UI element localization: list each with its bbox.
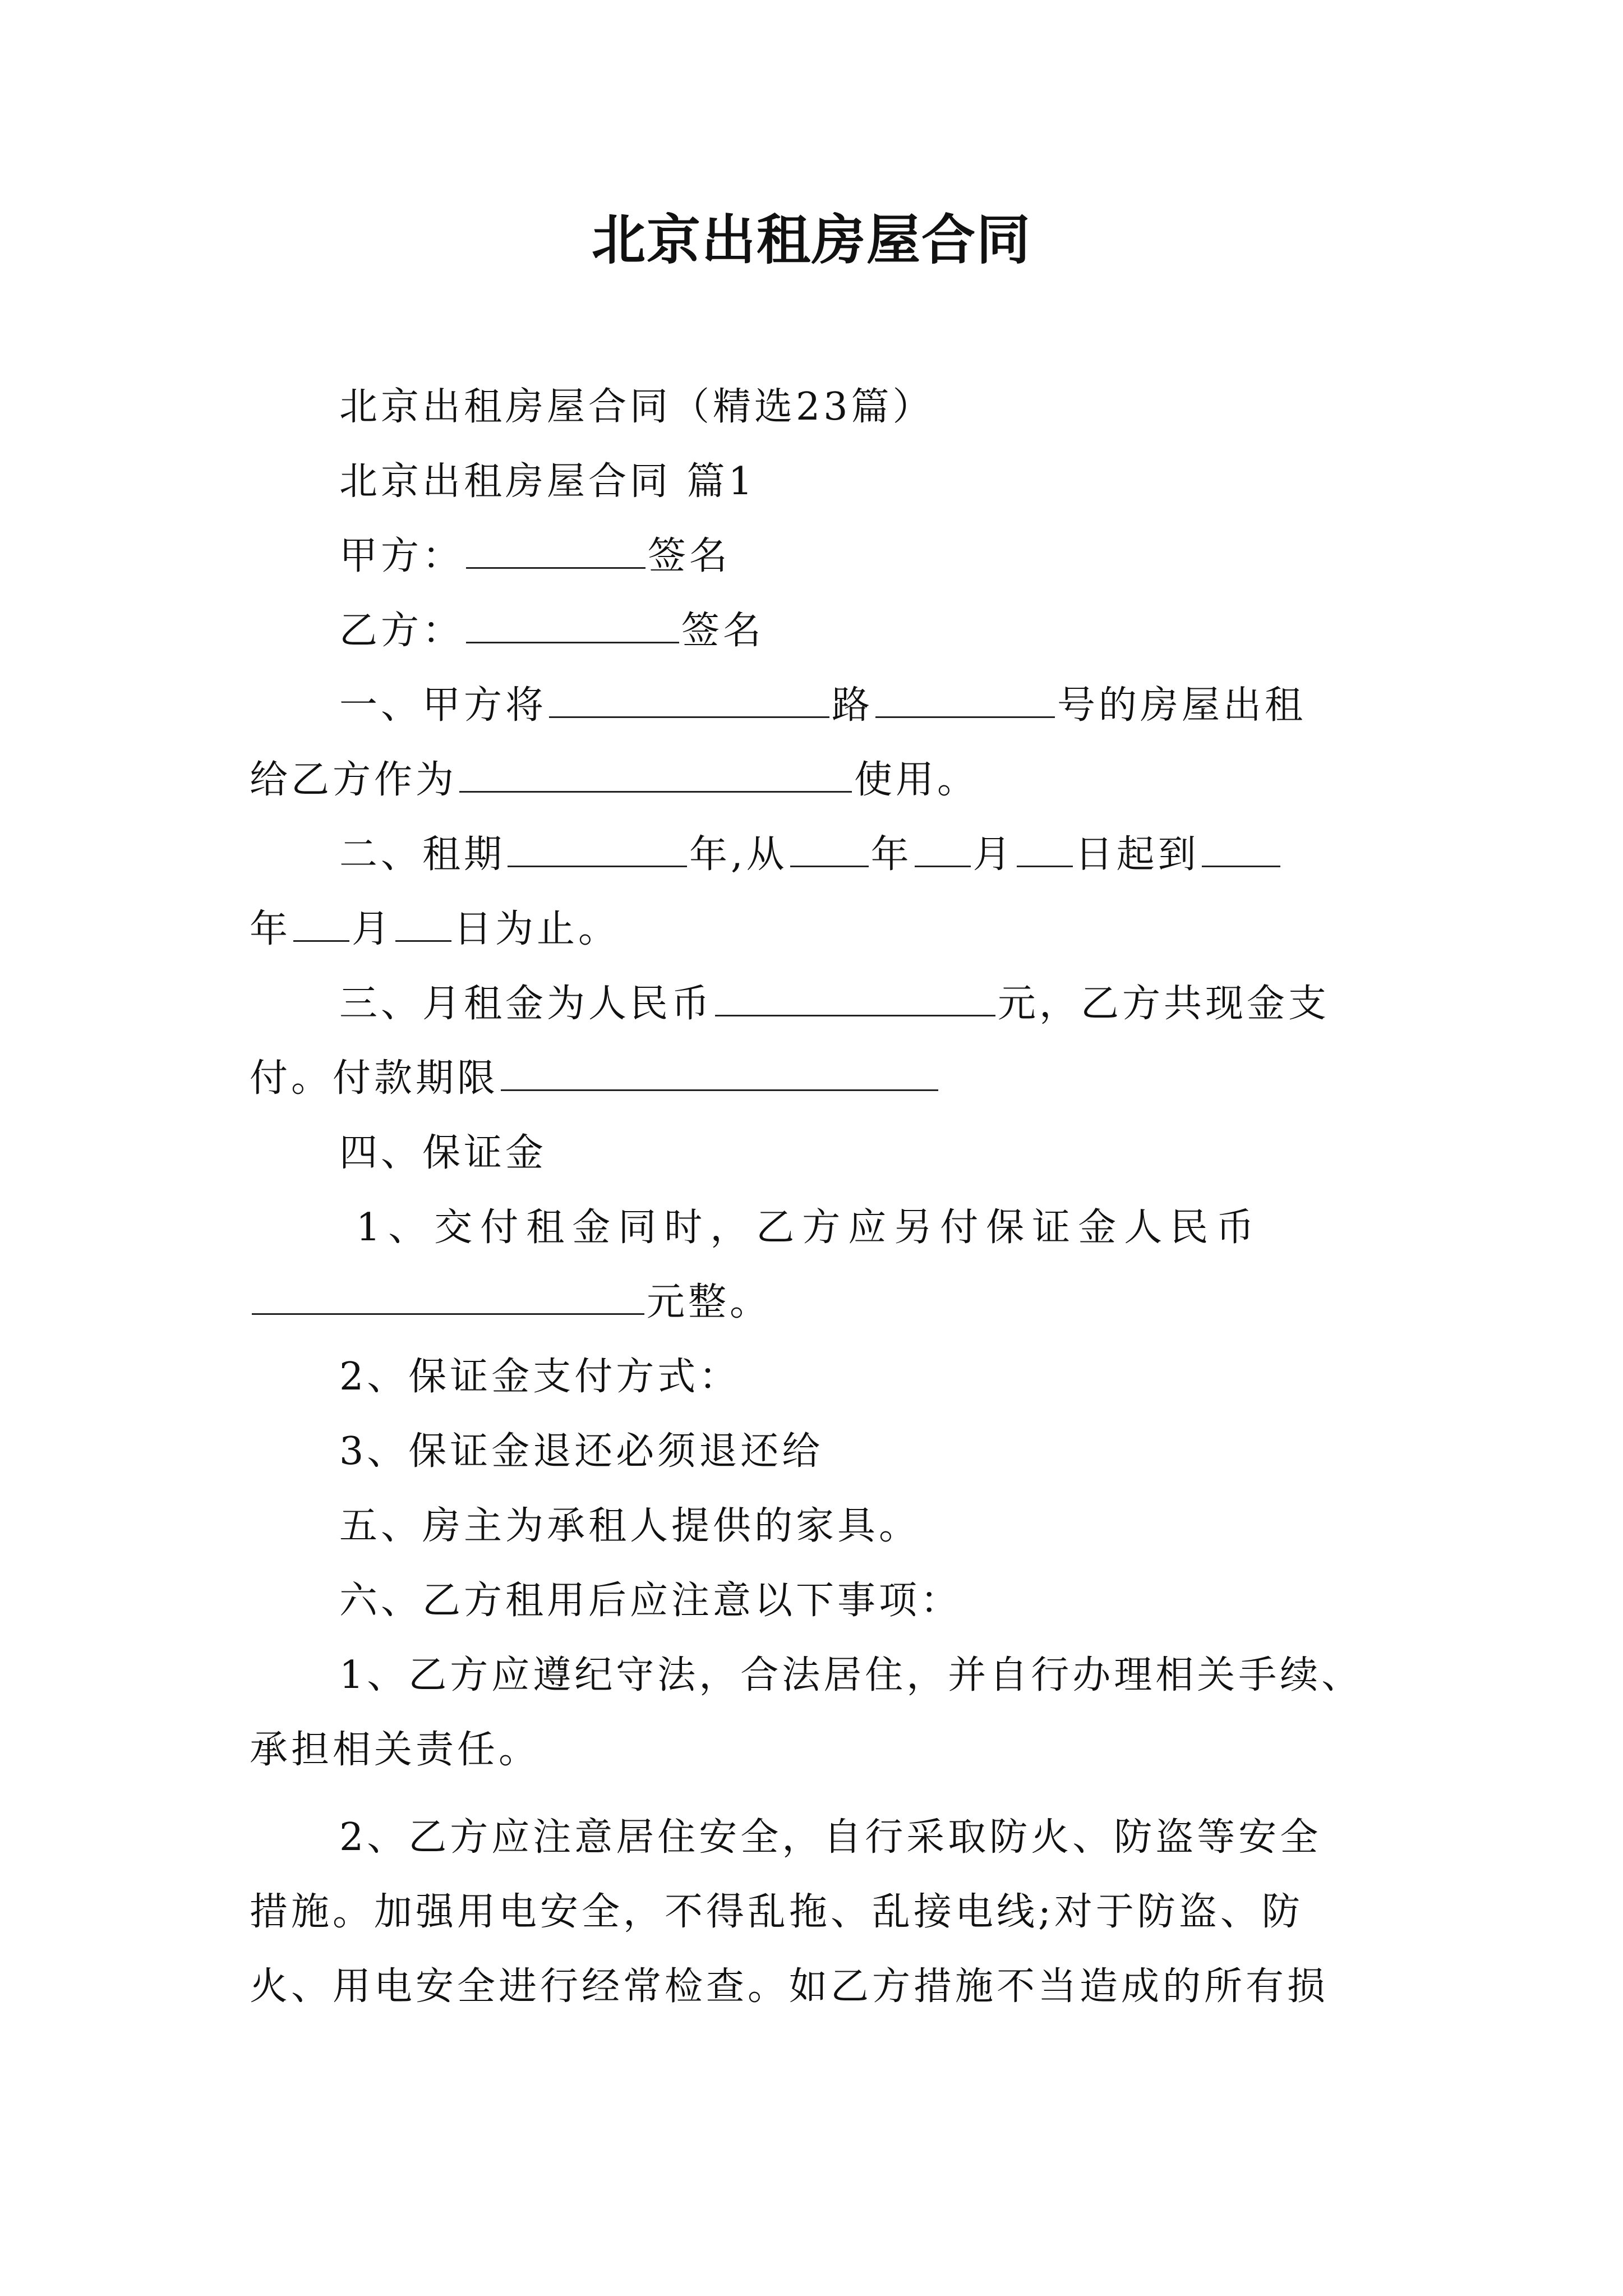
clause-2-line-2 (250, 901, 620, 958)
text: 元，乙方共现金支 (998, 982, 1330, 1026)
blank-line (466, 532, 645, 569)
text: 五、房主为承租人提供的家具。 (339, 1504, 921, 1548)
clause-3-line-2 (250, 1051, 940, 1107)
text: 三、月租金为人民币 (339, 982, 713, 1026)
text: 二、租期 (339, 832, 506, 877)
party-a-line (339, 528, 731, 585)
blank-line (1017, 831, 1073, 867)
blank-line (293, 905, 349, 942)
text: 1、交付租金同时，乙方应另付保证金人民币 (356, 1205, 1262, 1250)
blank-line (466, 607, 679, 643)
blank-line (1202, 831, 1280, 867)
blank-line (790, 831, 869, 867)
text: 火、用电安全进行经常检查。如乙方措施不当造成的所有损 (250, 1964, 1329, 2009)
clause-2-line-1 (339, 827, 1283, 883)
text: 3、保证金退还必须退还给 (339, 1429, 824, 1474)
text: 日为止。 (454, 907, 620, 951)
text: 号的房屋出租 (1057, 683, 1307, 728)
heading-line (339, 379, 934, 435)
clause-4-item-3 (339, 1424, 823, 1480)
text: 四、保证金 (339, 1131, 547, 1175)
text: 北京出租房屋合同（精选23篇） (339, 385, 934, 429)
clause-6-heading (339, 1573, 962, 1629)
text: 六、乙方租用后应注意以下事项： (339, 1579, 962, 1623)
text: 1、乙方应遵纪守法，合法居住，并自行办理相关手续、 (339, 1653, 1363, 1697)
text: 北京出租房屋合同 篇1 (339, 459, 756, 504)
clause-6-item-2-line-1 (339, 1810, 1321, 1866)
text: 2、乙方应注意居住安全，自行采取防火、防盗等安全 (339, 1815, 1322, 1860)
document-title: 北京出租房屋合同 (592, 208, 1031, 272)
clause-6-item-2-line-3 (250, 1959, 1329, 2015)
text: 签名 (648, 534, 731, 578)
text: 月 (352, 907, 394, 951)
blank-line (395, 905, 451, 942)
clause-4-item-2 (339, 1349, 740, 1405)
text: 承担相关责任。 (250, 1728, 541, 1772)
section-heading (339, 454, 756, 510)
text: 日起到 (1075, 832, 1200, 877)
blank-line (508, 831, 687, 867)
text: 乙方： (339, 609, 464, 653)
text: 年 (250, 907, 292, 951)
text: 使用。 (854, 758, 979, 802)
clause-4-item-1-line-2 (250, 1274, 771, 1331)
clause-6-item-1-line-2 (250, 1722, 540, 1778)
clause-6-item-1-line-1 (339, 1648, 1363, 1704)
clause-3-line-1 (339, 976, 1330, 1032)
text: 月 (972, 832, 1015, 877)
text: 甲方： (339, 534, 464, 578)
blank-line (549, 682, 829, 718)
clause-4-heading (339, 1125, 547, 1181)
blank-line (459, 756, 852, 793)
clause-1-line-1 (339, 678, 1306, 734)
clause-5 (339, 1498, 920, 1554)
blank-line (915, 831, 971, 867)
text: 一、甲方将 (339, 683, 547, 728)
text: 年 (870, 832, 912, 877)
clause-4-item-1-line-1 (356, 1200, 1262, 1256)
text: 签名 (681, 609, 765, 653)
text: 2、保证金支付方式： (339, 1355, 741, 1399)
text: 路 (832, 683, 874, 728)
blank-line (715, 980, 995, 1016)
clause-6-item-2-line-2 (250, 1884, 1303, 1940)
clause-1-line-2 (250, 752, 979, 808)
blank-line (875, 682, 1055, 718)
text: 措施。加强用电安全，不得乱拖、乱接电线;对于防盗、防 (250, 1890, 1303, 1934)
text: 元整。 (647, 1280, 772, 1324)
blank-line (252, 1278, 644, 1315)
blank-line (501, 1055, 938, 1091)
text: 给乙方作为 (250, 758, 458, 802)
text: 年,从 (689, 832, 788, 877)
party-b-line (339, 603, 764, 659)
text: 付。付款期限 (250, 1056, 499, 1101)
